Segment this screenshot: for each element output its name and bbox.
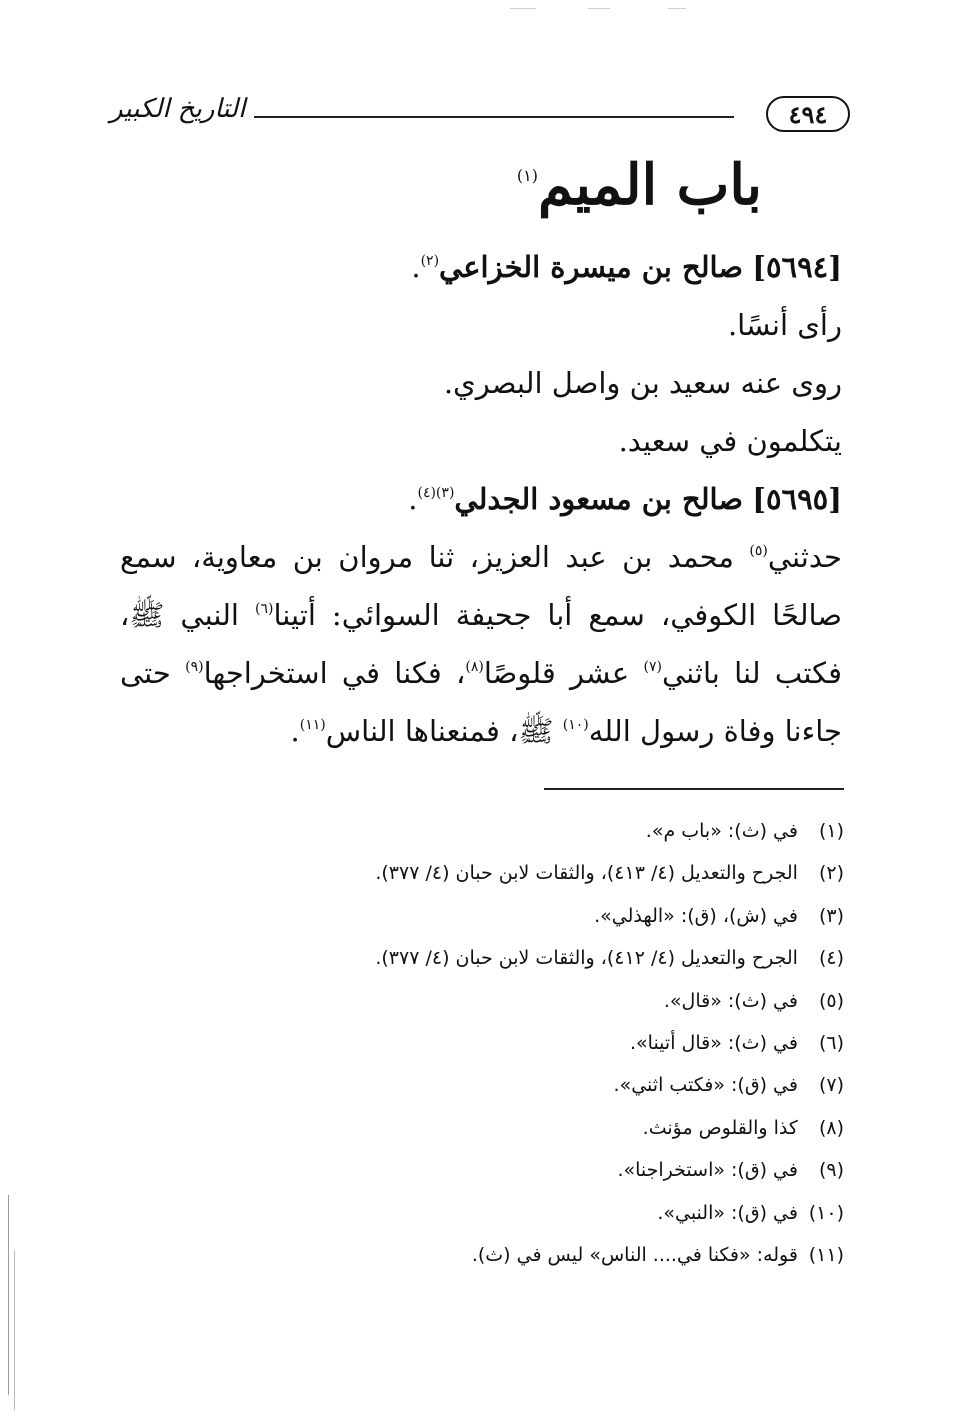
footnote-number: (٩) xyxy=(818,1159,844,1182)
footnote-number: (٦) xyxy=(818,1031,844,1054)
page-number: ٤٩٤ xyxy=(766,96,850,132)
footnote-ref: (٩) xyxy=(185,659,204,675)
footnote-item xyxy=(204,1022,844,1064)
scan-edge-line xyxy=(14,1250,15,1410)
footnote-item xyxy=(204,1107,844,1149)
footnote-text: في (ث): «قال أتينا». xyxy=(630,1031,798,1054)
footnote-text: في (ش)، (ق): «الهذلي». xyxy=(594,904,798,927)
entry-line: روى عنه سعيد بن واصل البصري. xyxy=(443,366,842,400)
narrative-text: محمد بن عبد العزيز، ثنا مروان بن معاوية، سمع صالحًا الكوفي، سمع أبا جحيفة السوائي: أتينا xyxy=(120,540,842,632)
footnote-ref: (١١) xyxy=(299,717,326,733)
footnote-number: (٤) xyxy=(818,947,844,970)
footnote-number: (١١) xyxy=(808,1243,844,1266)
footnote-item xyxy=(204,1064,844,1106)
footnote-item xyxy=(204,1192,844,1234)
footnote-number: (٣) xyxy=(818,904,844,927)
footnote-item xyxy=(204,980,844,1022)
scan-artifacts xyxy=(0,0,962,16)
narrative-text: النبي ﷺ، فكتب لنا باثني xyxy=(120,598,842,690)
entry-heading xyxy=(120,238,842,296)
footnote-separator xyxy=(544,788,844,790)
footnote-number: (٧) xyxy=(818,1074,844,1097)
footnote-item xyxy=(204,1149,844,1191)
footnote-ref: (٥) xyxy=(749,543,768,559)
entry-tail: . xyxy=(408,482,418,516)
footnote-text: كذا والقلوص مؤنث. xyxy=(642,1116,798,1139)
entry-name: صالح بن ميسرة الخزاعي xyxy=(439,250,743,284)
scan-edge-line xyxy=(8,1195,9,1395)
footnote-ref: (١) xyxy=(516,166,538,185)
page-header xyxy=(96,92,856,142)
footnote-number: (٥) xyxy=(818,989,844,1012)
footnote-text: في (ق): «فكتب اثني». xyxy=(613,1074,798,1097)
header-rule xyxy=(254,116,734,118)
entry-name: صالح بن مسعود الجدلي xyxy=(454,482,743,516)
main-text xyxy=(120,238,842,760)
footnotes xyxy=(204,810,844,1276)
section-title-text: باب الميم xyxy=(537,152,762,218)
footnote-number: (٨) xyxy=(818,1116,844,1139)
footnote-text: قوله: «فكنا في.... الناس» ليس في (ث). xyxy=(471,1243,798,1266)
footnote-ref: (١٠) xyxy=(562,717,589,733)
narrative-text: حتى جاءنا وفاة رسول الله xyxy=(120,656,842,748)
footnote-number: (١٠) xyxy=(808,1201,844,1224)
footnote-text: الجرح والتعديل (٤/ ٤١٢)، والثقات لابن حبان (٤/ ٣٧٧). xyxy=(375,947,798,970)
book-title: التاريخ الكبير xyxy=(110,94,246,124)
footnote-item xyxy=(204,895,844,937)
footnote-number: (١) xyxy=(818,820,844,842)
footnote-number: (٢) xyxy=(818,862,844,885)
section-title xyxy=(517,152,762,219)
narrative-text: ، فكنا في استخراجها xyxy=(203,656,466,690)
footnote-text: في (ق): «النبي». xyxy=(657,1201,798,1224)
footnote-ref: (٦) xyxy=(254,601,274,617)
narrative-text: عشر قلوصًا xyxy=(483,656,644,690)
footnote-ref: (٣)(٤) xyxy=(417,485,455,501)
entry-line: رأى أنسًا. xyxy=(727,308,842,342)
footnote-text: في (ث): «باب م». xyxy=(645,820,798,842)
footnote-text: الجرح والتعديل (٤/ ٤١٣)، والثقات لابن حبان (٤/ ٣٧٧). xyxy=(375,862,798,885)
narrative-text: . xyxy=(290,714,300,748)
footnote-item xyxy=(204,852,844,894)
footnote-ref: (٨) xyxy=(465,659,484,675)
footnote-item xyxy=(204,937,844,979)
footnote-item xyxy=(204,810,844,852)
narrative-text: ﷺ، فمنعناها الناس xyxy=(325,714,563,748)
entry-tail: . xyxy=(411,250,421,284)
footnote-text: في (ق): «استخراجنا». xyxy=(617,1159,798,1182)
entry-line: يتكلمون في سعيد. xyxy=(618,424,842,458)
narrative-paragraph xyxy=(120,528,842,760)
entry-number: [٥٦٩٥] xyxy=(752,482,842,516)
narrative-text: حدثني xyxy=(767,540,842,574)
footnote-ref: (٢) xyxy=(420,253,440,269)
entry-number: [٥٦٩٤] xyxy=(752,250,842,284)
footnote-ref: (٧) xyxy=(643,659,662,675)
entry-heading xyxy=(120,470,842,528)
footnote-text: في (ث): «قال». xyxy=(663,989,798,1012)
footnote-item xyxy=(204,1234,844,1276)
